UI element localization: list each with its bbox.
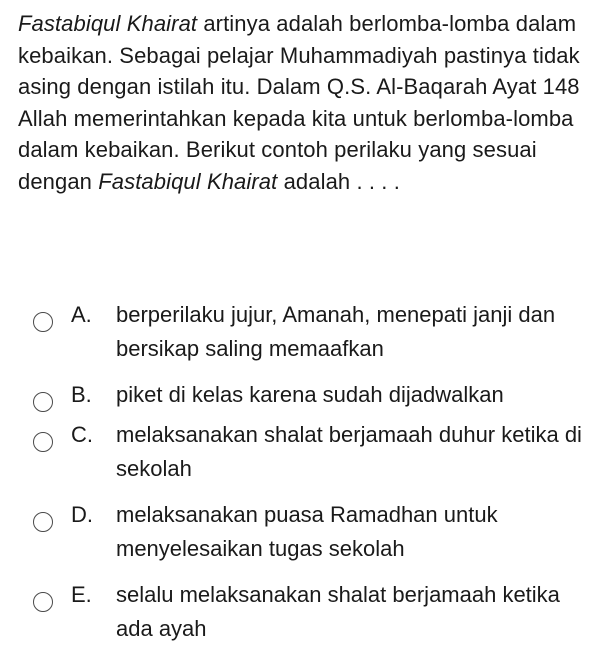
option-b[interactable] (0, 376, 601, 416)
option-letter: D. (71, 502, 93, 527)
radio-button-e[interactable] (33, 592, 53, 612)
option-c[interactable] (0, 416, 601, 496)
question-part-2: adalah . . . . (277, 168, 400, 194)
option-letter: A. (71, 302, 92, 327)
option-text: selalu melaksanakan shalat berjamaah ketika ada ayah (116, 582, 560, 641)
option-d[interactable] (0, 496, 601, 576)
radio-button-a[interactable] (33, 312, 53, 332)
question-term-1: Fastabiqul Khairat (18, 11, 198, 36)
option-text: melaksanakan shalat berjamaah duhur ketika di sekolah (116, 422, 582, 481)
radio-button-d[interactable] (33, 512, 53, 532)
option-letter: E. (71, 582, 92, 607)
option-text: melaksanakan puasa Ramadhan untuk menyelesaikan tugas sekolah (116, 502, 498, 561)
question-text (18, 8, 593, 197)
answer-options (0, 296, 601, 656)
option-letter: C. (71, 422, 93, 447)
option-letter: B. (71, 382, 92, 407)
question-part-1: artinya adalah berlomba-lomba dalam kebaikan. Sebagai pelajar Muhammadiyah pastinya tidak asing dengan istilah itu. Dalam Q.S. Al-Baqarah Ayat 148 Allah memerintahkan kepada kita untuk berlomba-lomba dalam kebaikan. Berikut contoh perilaku yang sesuai dengan (18, 11, 580, 194)
option-text: piket di kelas karena sudah dijadwalkan (116, 382, 504, 407)
question-term-2: Fastabiqul Khairat (98, 168, 278, 194)
option-a[interactable] (0, 296, 601, 376)
option-text: berperilaku jujur, Amanah, menepati janji dan bersikap saling memaafkan (116, 302, 556, 361)
radio-button-b[interactable] (33, 392, 53, 412)
radio-button-c[interactable] (33, 432, 53, 452)
option-e[interactable] (0, 576, 601, 656)
